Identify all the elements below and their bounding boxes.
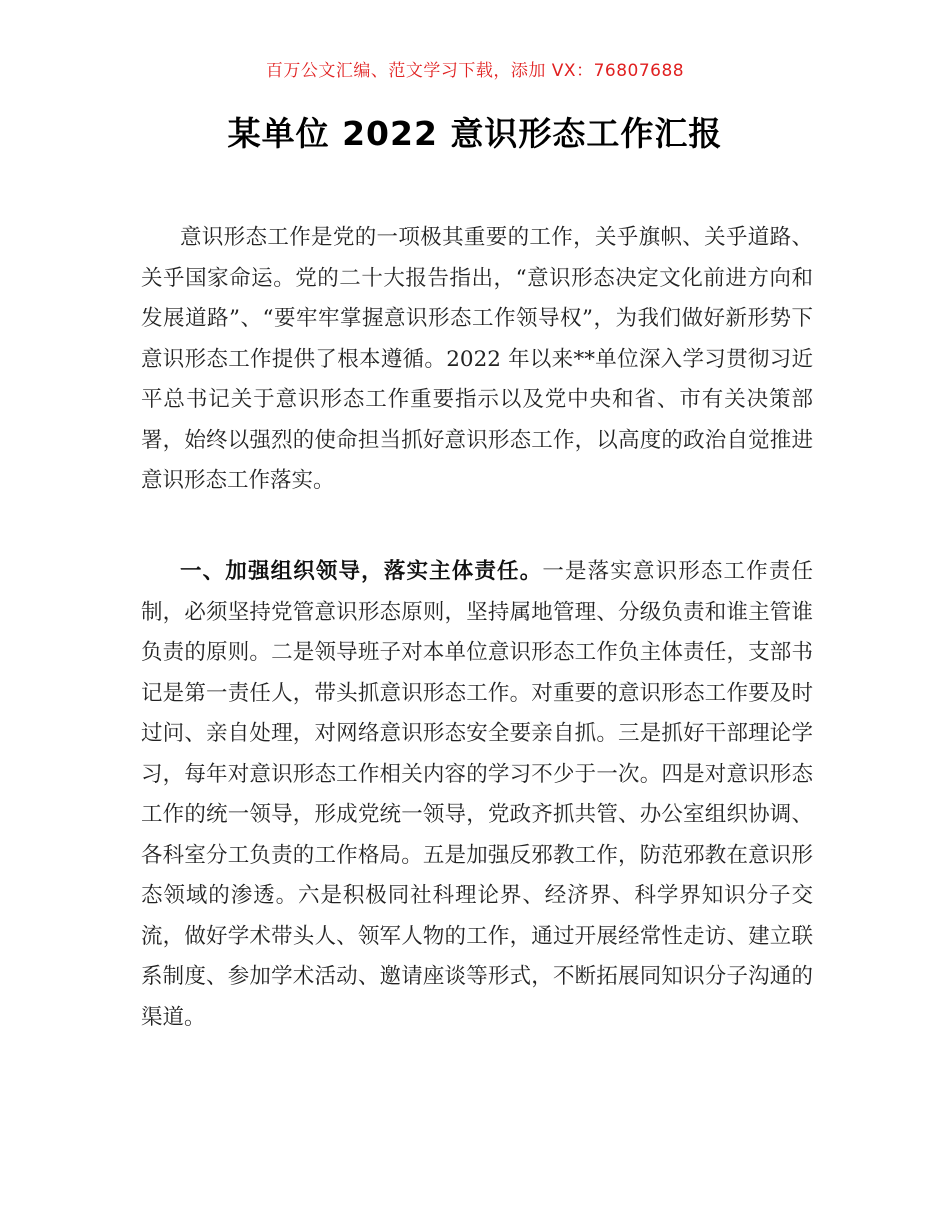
- paragraph-intro: 意识形态工作是党的一项极其重要的工作，关乎旗帜、关乎道路、关乎国家命运。党的二十大报告指出，“意识形态决定文化前进方向和发展道路”、“要牢牢掌握意识形态工作领导权”，为我们做好新形势下意识形态工作提供了根本遵循。2022 年以来**单位深入学习贯彻习近平总书记关于意识形态工作重要指示以及党中央和省、市有关决策部署，始终以强烈的使命担当抓好意识形态工作，以高度的政治自觉推进意识形态工作落实。: [141, 225, 813, 493]
- section-body-text: 一是落实意识形态工作责任制，必须坚持党管意识形态原则，坚持属地管理、分级负责和谁主管谁负责的原则。二是领导班子对本单位意识形态工作负主体责任，支部书记是第一责任人，带头抓意识形态工作。对重要的意识形态工作要及时过问、亲自处理，对网络意识形态安全要亲自抓。三是抓好干部理论学习，每年对意识形态工作相关内容的学习不少于一次。四是对意识形态工作的统一领导，形成党统一领导，党政齐抓共管、办公室组织协调、各科室分工负责的工作格局。五是加强反邪教工作，防范邪教在意识形态领域的渗透。六是积极同社科理论界、经济界、科学界知识分子交流，做好学术带头人、领军人物的工作，通过开展经常性走访、建立联系制度、参加学术活动、邀请座谈等形式，不断拓展同知识分子沟通的渠道。: [141, 559, 813, 1030]
- paragraph-section-1: [141, 552, 813, 1038]
- header-watermark-note: 百万公文汇编、范文学习下载，添加 VX：76807688: [265, 61, 685, 81]
- document-title: 某单位 2022 意识形态工作汇报: [227, 114, 723, 153]
- section-heading: 一、加强组织领导，落实主体责任。: [180, 559, 543, 584]
